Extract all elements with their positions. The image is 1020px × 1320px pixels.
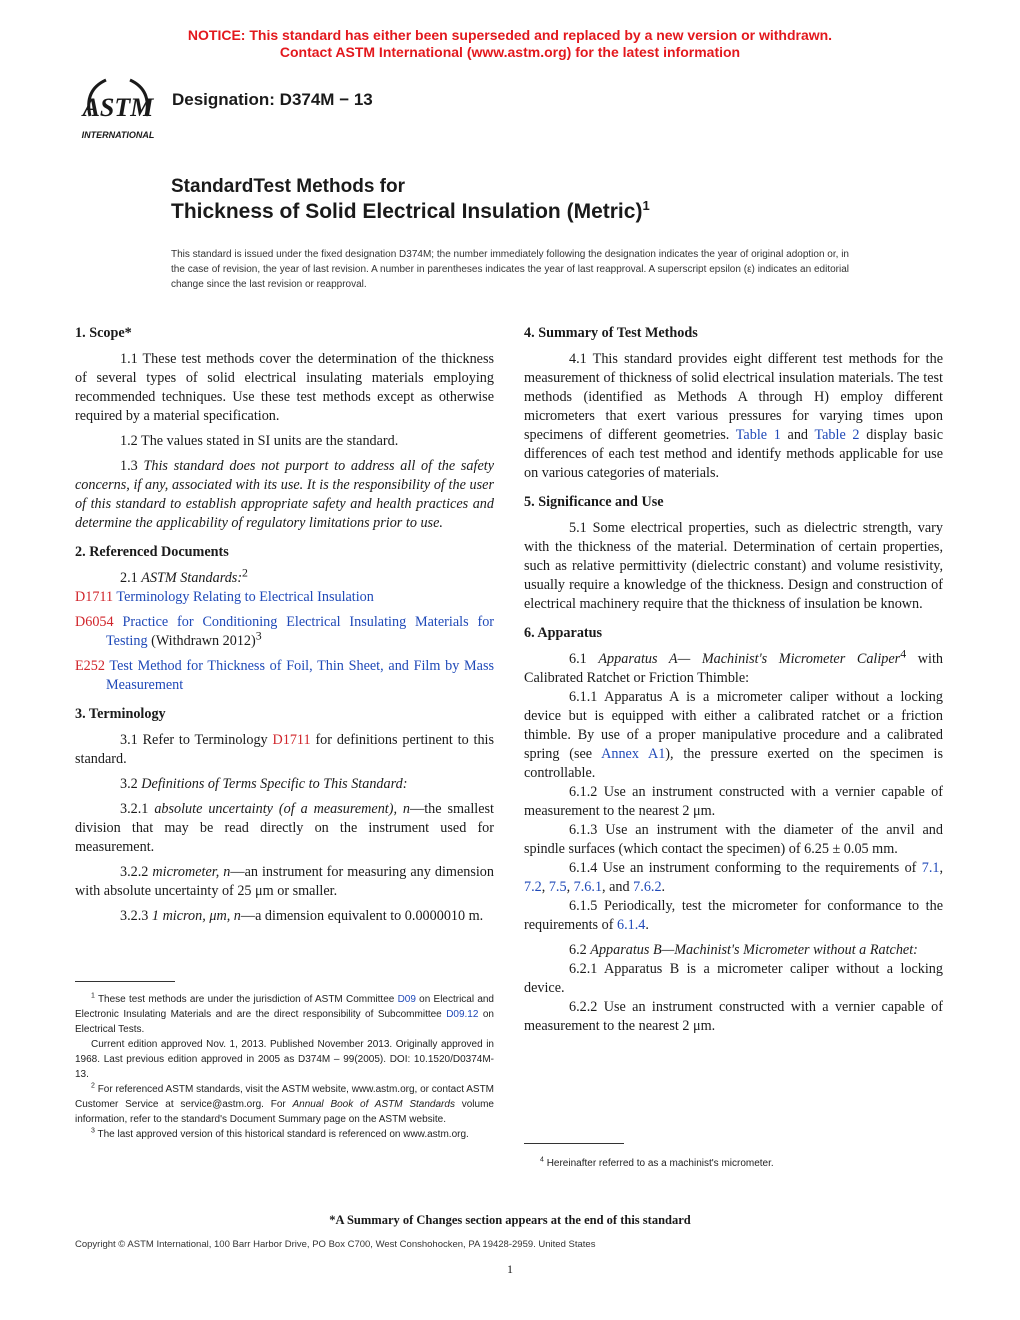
para-6-2-1: 6.2.1 Apparatus B is a micrometer caliper without a locking device.: [524, 961, 943, 996]
apparatus-b-title: Apparatus B—Machinist's Micrometer without a Ratchet:: [590, 942, 918, 958]
footnote-2-text-a: For referenced ASTM standards, visit the ASTM website, www.astm.org, or contact ASTM Customer Service at service@astm.org. For: [75, 1084, 495, 1110]
left-column: [75, 324, 494, 932]
footnote-3-num: 3: [91, 1127, 95, 1135]
footnote-1-text-c: on Electrical Tests.: [75, 1009, 494, 1035]
notice-line-2: Contact ASTM International (www.astm.org) for the latest information: [279, 44, 741, 60]
term-micrometer: micrometer, n: [152, 864, 231, 880]
footnote-ref-3[interactable]: 3: [255, 628, 262, 643]
astm-logo: [76, 72, 160, 144]
para-1-1: 1.1 These test methods cover the determination of the thickness of several types of solid electrical insulating materials employing recommended techniques. Use these test methods except as otherwise required by a material specification.: [75, 351, 494, 424]
para-3-2-3: [75, 907, 494, 926]
footnote-divider-right: [524, 1143, 624, 1144]
page-number: 1: [507, 1262, 513, 1276]
para-3-2-num: 3.2: [120, 776, 138, 792]
para-3-2: [75, 775, 494, 794]
link-7-1[interactable]: 7.1: [921, 860, 940, 876]
ref-title-d1711[interactable]: Terminology Relating to Electrical Insulation: [116, 589, 374, 605]
footnote-3-text: The last approved version of this historical standard is referenced on www.astm.org.: [97, 1129, 469, 1140]
para-6-1-4: 6.1.4 Use an instrument conforming to the requirements of 7.1, 7.2, 7.5, 7.6.1, and 7.6.2.: [524, 860, 943, 895]
withdrawal-notice: [0, 27, 1020, 61]
para-6-1-num: 6.1: [569, 651, 587, 667]
link-table-2[interactable]: Table 2: [814, 427, 860, 443]
footnote-1: [75, 992, 494, 1037]
section-2-heading: 2. Referenced Documents: [75, 544, 229, 560]
para-6-2-num: 6.2: [569, 942, 587, 958]
footnote-1-link-d09-12[interactable]: D09.12: [446, 1009, 479, 1020]
footnote-1-link-d09[interactable]: D09: [397, 994, 416, 1005]
title-footnote-ref[interactable]: 1: [642, 198, 650, 213]
para-5-1: 5.1 Some electrical properties, such as dielectric strength, vary with the thickness of the material. Determination of certain properties, such as relative permittivity (dielectric constant) and volume resistivity, usually require a knowledge of the thickness. Design and construction of electrical machinery require that the thickness of insulation be known.: [524, 520, 943, 612]
para-6-1-2: 6.1.2 Use an instrument constructed with a vernier capable of measurement to the nearest 2 μm.: [524, 784, 943, 819]
para-3-2-1: [75, 800, 494, 857]
link-table-1[interactable]: Table 1: [735, 427, 781, 443]
copyright: Copyright © ASTM International, 100 Barr Harbor Drive, PO Box C700, West Conshohocken, PA 19428-2959. United States: [75, 1239, 596, 1250]
para-6-1-3: 6.1.3 Use an instrument with the diameter of the anvil and spindle surfaces (which contact the specimen) of 6.25 ± 0.05 mm.: [524, 822, 943, 857]
link-7-6-1[interactable]: 7.6.1: [573, 879, 603, 895]
footnote-1-num: 1: [91, 992, 95, 1000]
para-2-1-text: ASTM Standards:: [141, 570, 243, 586]
para-3-2-3-num: 3.2.3: [120, 908, 149, 924]
footnote-ref-4[interactable]: 4: [900, 646, 907, 661]
para-6-1-4-and: and: [609, 879, 630, 895]
para-6-1-5: 6.1.5 Periodically, test the micrometer for conformance to the requirements of 6.1.4.: [524, 898, 943, 933]
ref-d1711: [75, 588, 494, 607]
apparatus-a-title: Apparatus A— Machinist's Micrometer Caliper: [598, 651, 901, 667]
link-annex-a1[interactable]: Annex A1: [601, 746, 666, 762]
section-3-heading: 3. Terminology: [75, 706, 166, 722]
title-line-2: [171, 199, 650, 225]
para-3-2-2-num: 3.2.2: [120, 864, 149, 880]
ref-extra-d6054: (Withdrawn 2012): [151, 633, 256, 649]
footnote-3: [75, 1127, 494, 1142]
footnote-1-edition: Current edition approved Nov. 1, 2013. Published November 2013. Originally approved in 1968. Last previous edition approved in 2005 as D374M – 99(2005). DOI: 10.1520/D0374M-13.: [75, 1039, 494, 1080]
logo-mark-text: ASTM: [82, 93, 154, 122]
para-4-1-text-b: display basic differences of each test method and identify methods applicable for use on various categories of materials.: [524, 427, 944, 481]
footnotes-right: [524, 1156, 943, 1171]
para-4-1: [524, 350, 943, 483]
para-4-1-and: and: [787, 427, 809, 443]
link-7-2[interactable]: 7.2: [524, 879, 542, 895]
para-6-1: [524, 646, 944, 688]
notice-line-1: NOTICE: This standard has either been superseded and replaced by a new version or withdrawn.: [187, 27, 833, 43]
section-6-heading: 6. Apparatus: [524, 625, 603, 641]
footnote-2: [75, 1082, 494, 1127]
footnote-4: [524, 1156, 943, 1171]
footnotes-left: [75, 992, 494, 1142]
para-6-2: [524, 941, 943, 960]
para-1-2: 1.2 The values stated in SI units are the standard.: [120, 433, 399, 449]
link-7-6-2[interactable]: 7.6.2: [633, 879, 662, 895]
para-4-1-text-a: 4.1 This standard provides eight different test methods for the measurement of thickness of solid electrical insulation materials. The test methods (identified as Methods A through H) employ different micrometers that exert various pressures for varying times upon specimens of different geometries.: [524, 351, 943, 443]
para-6-2-2: 6.2.2 Use an instrument constructed with a vernier capable of measurement to the nearest 2 μm.: [524, 999, 943, 1034]
ref-code-d6054[interactable]: D6054: [75, 614, 114, 630]
document-title: [171, 175, 650, 225]
para-3-1-text-a: 3.1 Refer to Terminology: [120, 732, 268, 748]
def-micron: —a dimension equivalent to 0.0000010 m.: [240, 908, 484, 924]
para-3-2-text: Definitions of Terms Specific to This Standard:: [141, 776, 408, 792]
summary-of-changes-note: *A Summary of Changes section appears at the end of this standard: [329, 1213, 691, 1227]
para-6-1-text: with Calibrated Ratchet or Friction Thimble:: [524, 651, 944, 686]
section-5-heading: 5. Significance and Use: [524, 494, 664, 510]
term-absolute-uncertainty: absolute uncertainty (of a measurement), n: [154, 801, 411, 817]
section-4-heading: 4. Summary of Test Methods: [524, 325, 698, 341]
title-line-1: StandardTest Methods for: [171, 176, 405, 197]
issued-note: This standard is issued under the fixed designation D374M; the number immediately following the designation indicates the year of original adoption or, in the case of revision, the year of last revision. A number in parentheses indicates the year of last reapproval. A superscript epsilon (ε) indicates an editorial change since the last revision or reapproval.: [171, 249, 849, 290]
ref-title-d6054[interactable]: Practice for Conditioning Electrical Insulating Materials for Testing: [106, 614, 495, 649]
term-micron: 1 micron, μm, n: [151, 908, 241, 924]
logo-subtext: INTERNATIONAL: [81, 130, 155, 140]
para-6-1-1: [524, 688, 943, 783]
footnote-4-num: 4: [540, 1156, 544, 1164]
para-6-1-5-text: 6.1.5 Periodically, test the micrometer for conformance to the requirements of: [524, 898, 943, 933]
ref-code-e252[interactable]: E252: [75, 658, 105, 674]
footnote-2-num: 2: [91, 1082, 95, 1090]
para-6-1-4-text: 6.1.4 Use an instrument conforming to the requirements of: [569, 860, 917, 876]
footnote-1-text-a: These test methods are under the jurisdiction of ASTM Committee: [97, 994, 395, 1005]
ref-e252: [75, 657, 494, 695]
footnote-2-text-b: volume information, refer to the standard's Document Summary page on the ASTM website.: [75, 1099, 494, 1125]
link-7-5[interactable]: 7.5: [548, 879, 567, 895]
para-3-2-1-num: 3.2.1: [120, 801, 149, 817]
ref-code-d1711[interactable]: D1711: [75, 589, 114, 605]
para-3-2-2: [75, 863, 494, 901]
para-3-1-link-d1711[interactable]: D1711: [272, 732, 311, 748]
para-1-3: [75, 457, 494, 533]
def-absolute-uncertainty: —the smallest division that may be read directly on the instrument used for measurement.: [75, 801, 494, 855]
para-1-3-text: This standard does not purport to address all of the safety concerns, if any, associated with its use. It is the responsibility of the user of this standard to establish appropriate safety and health practices and determine the applicability of regulatory limitations prior to use.: [75, 458, 494, 531]
link-6-1-4[interactable]: 6.1.4: [616, 917, 646, 933]
para-6-1-1-text-a: 6.1.1 Apparatus A is a micrometer caliper without a locking device but is equipped with either a calibrated ratchet or a friction thimble. By use of a proper manipulative procedure and a calibrated spring (see: [524, 689, 943, 762]
para-2-1-num: 2.1: [120, 570, 138, 586]
footnote-ref-2[interactable]: 2: [242, 565, 248, 580]
para-6-1-1-text-b: ), the pressure exerted on the specimen is controllable.: [524, 746, 944, 781]
title-line-2-text: Thickness of Solid Electrical Insulation (Metric): [171, 200, 643, 223]
ref-title-e252[interactable]: Test Method for Thickness of Foil, Thin Sheet, and Film by Mass Measurement: [106, 658, 494, 693]
footnote-4-text: Hereinafter referred to as a machinist's micrometer.: [546, 1158, 774, 1169]
para-3-1-text-b: for definitions pertinent to this standard.: [75, 732, 494, 767]
def-micrometer: —an instrument for measuring any dimension with absolute uncertainty of 25 μm or smaller.: [75, 864, 494, 899]
footnote-divider-left: [75, 981, 175, 982]
designation: Designation: D374M − 13: [172, 90, 373, 109]
section-1-heading: 1. Scope*: [75, 325, 132, 341]
footnote-2-book: Annual Book of ASTM Standards: [292, 1099, 455, 1110]
ref-d6054: [75, 613, 494, 651]
para-1-3-num: 1.3: [120, 458, 138, 474]
right-column: [524, 324, 943, 1036]
para-2-1: [75, 565, 494, 588]
footnote-1-text-b: on Electrical and Electronic Insulating Materials and are the direct responsibility of Subcommittee: [75, 994, 494, 1020]
para-3-1: [75, 731, 494, 769]
